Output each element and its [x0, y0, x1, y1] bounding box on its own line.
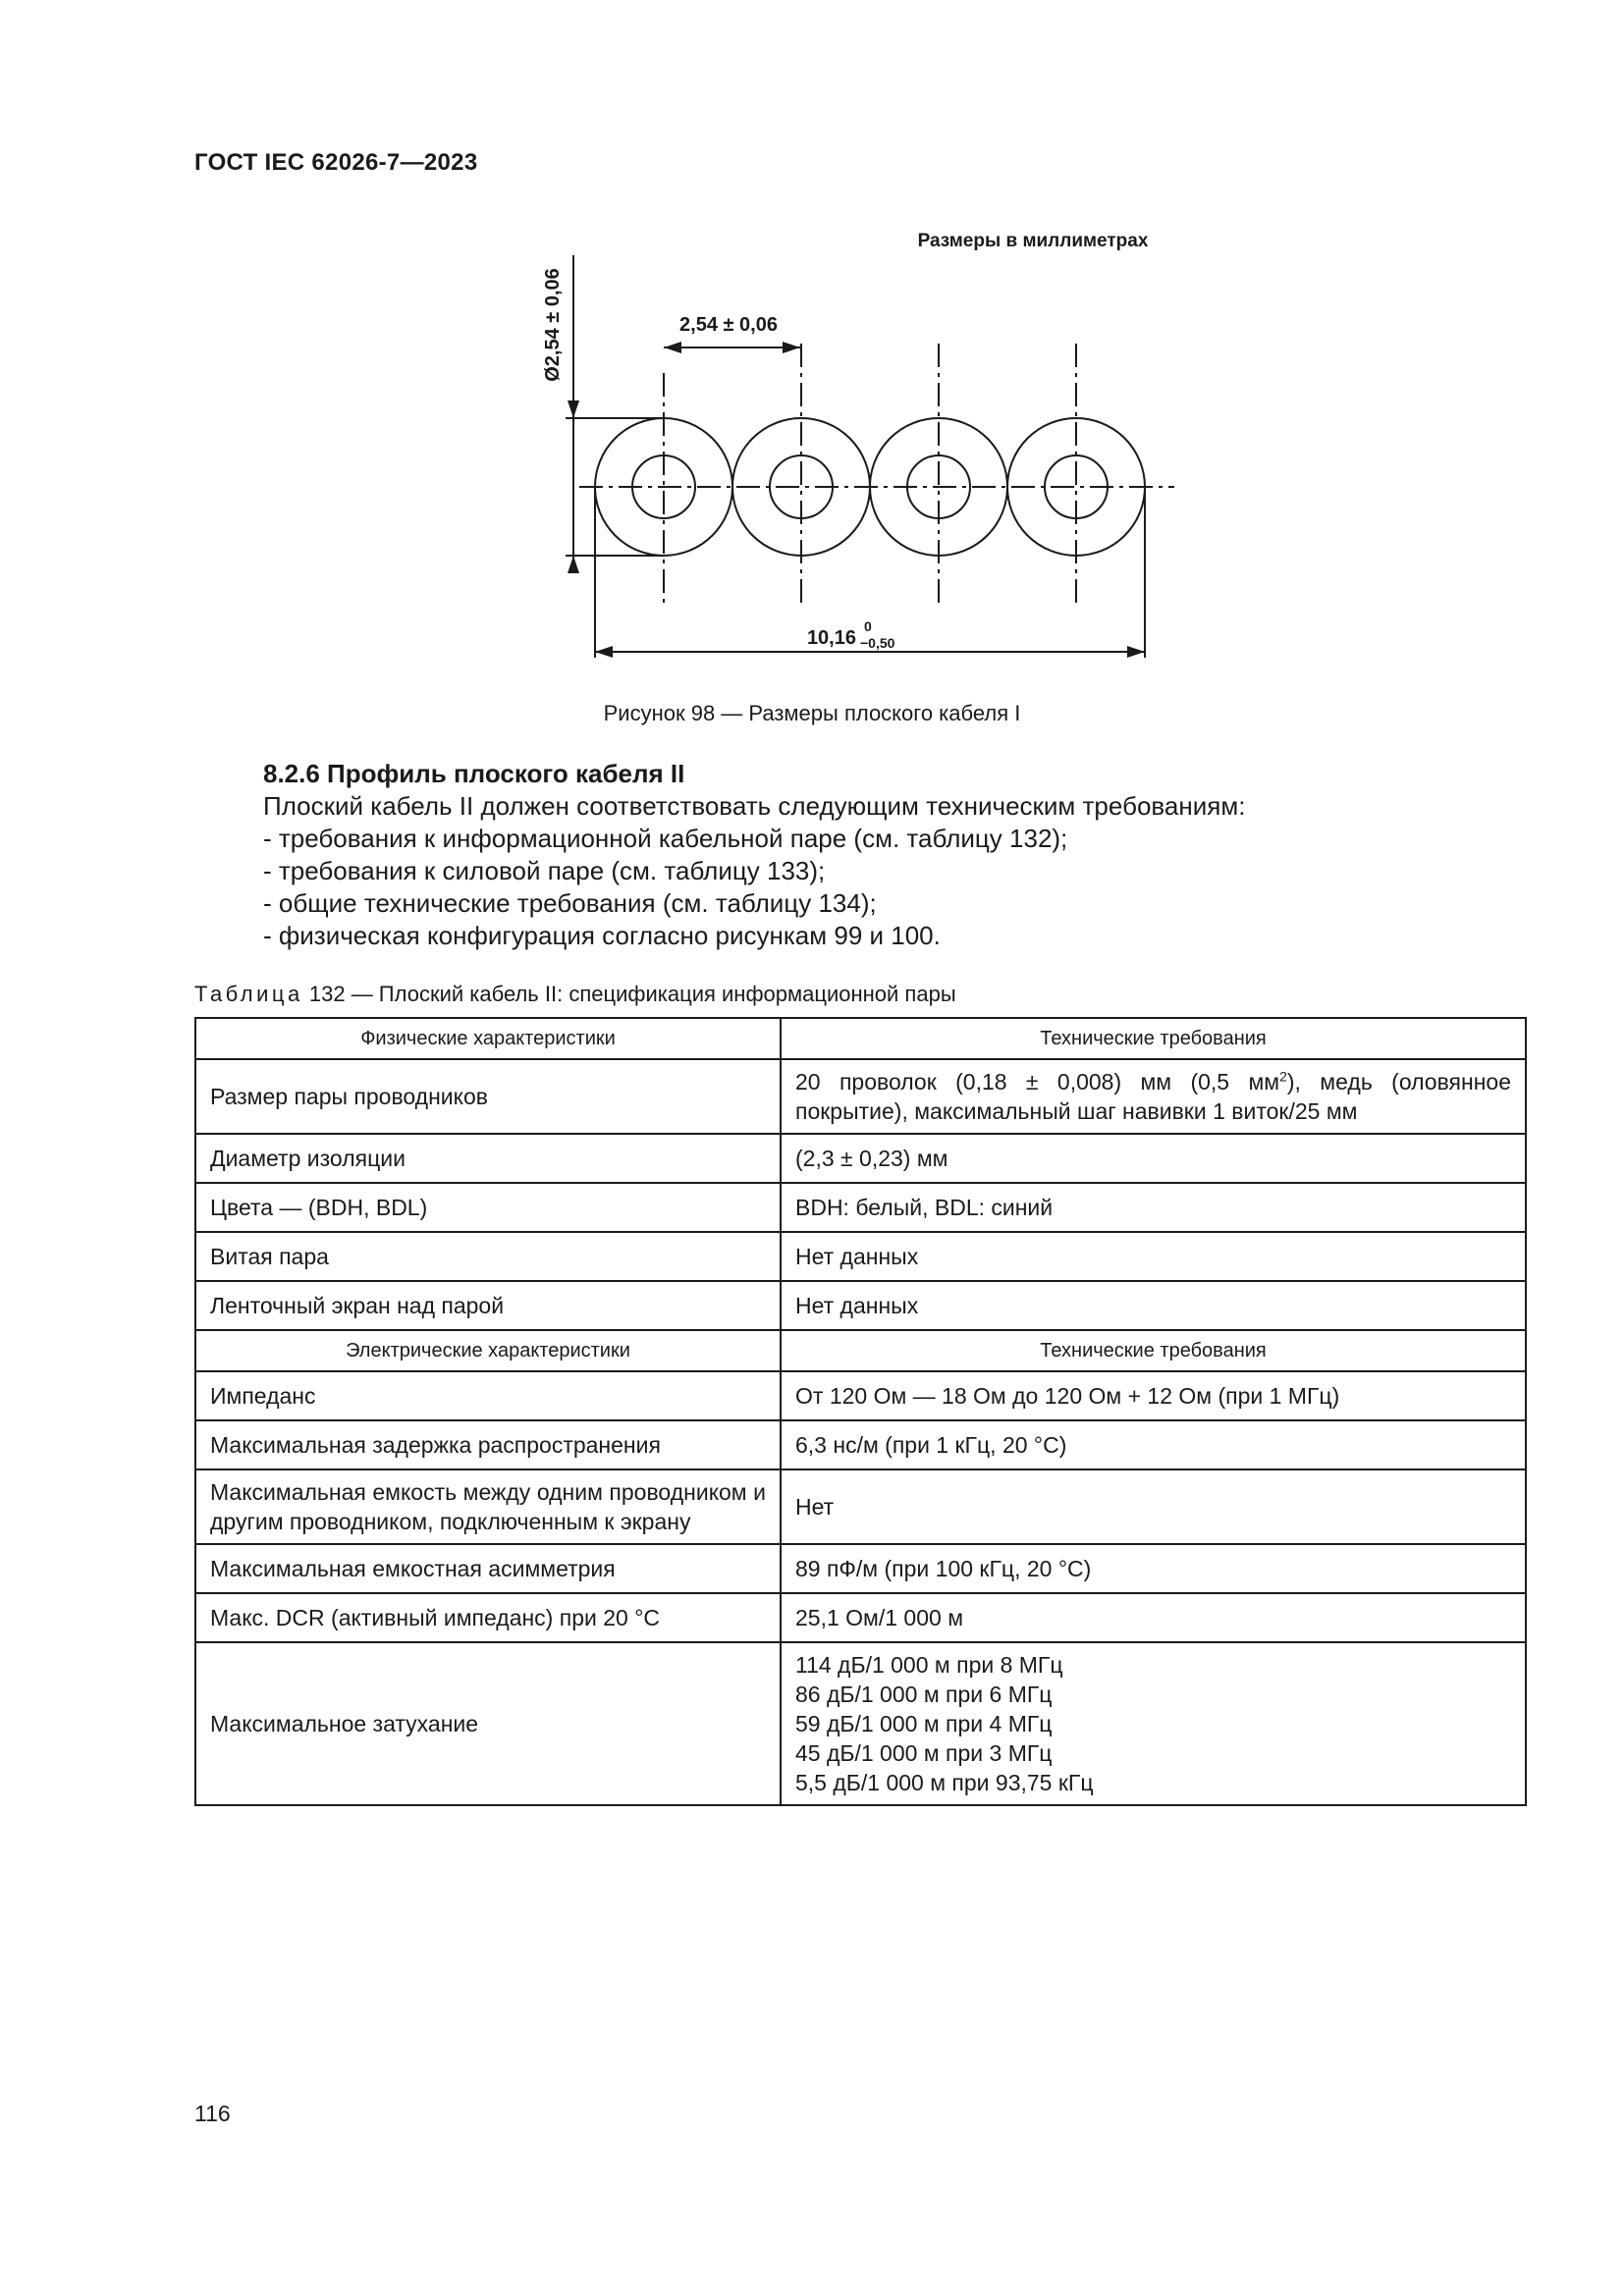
table-row — [195, 1134, 1526, 1183]
table-row — [195, 1232, 1526, 1281]
table-cell: Максимальное затухание — [195, 1642, 781, 1805]
table-cell: Максимальная задержка распространения — [195, 1420, 781, 1469]
attenuation-line: 5,5 дБ/1 000 м при 93,75 кГц — [795, 1770, 1094, 1795]
conductor-4 — [1007, 344, 1145, 604]
table-cell: Максимальная емкостная асимметрия — [195, 1544, 781, 1593]
document-header: ГОСТ IEC 62026-7—2023 — [194, 149, 478, 176]
table-row — [195, 1544, 1526, 1593]
cable-dimension-figure — [530, 226, 1178, 658]
attenuation-line: 86 дБ/1 000 м при 6 МГц — [795, 1682, 1053, 1707]
table-cell: Витая пара — [195, 1232, 781, 1281]
header-cell: Физические характеристики — [195, 1018, 781, 1059]
attenuation-line: 114 дБ/1 000 м при 8 МГц — [795, 1652, 1063, 1678]
figure-caption: Рисунок 98 — Размеры плоского кабеля I — [603, 701, 1021, 725]
diameter-arrow-top — [568, 400, 579, 418]
conductor-2 — [732, 344, 870, 604]
table-cell: (2,3 ± 0,23) мм — [781, 1134, 1526, 1183]
table-cell: Нет данных — [781, 1281, 1526, 1330]
table-cell: Диаметр изоляции — [195, 1134, 781, 1183]
table-row — [195, 1281, 1526, 1330]
table-cell: BDH: белый, BDL: синий — [781, 1183, 1526, 1232]
table-cell: Максимальная емкость между одним проводником и другим проводником, подключенным к экрану — [195, 1469, 781, 1544]
table-cell: Нет — [781, 1469, 1526, 1544]
table-cell: 6,3 нс/м (при 1 кГц, 20 °C) — [781, 1420, 1526, 1469]
cell-superscript: 2 — [1279, 1068, 1287, 1085]
table-row — [195, 1371, 1526, 1420]
table-row — [195, 1059, 1526, 1134]
table-row — [195, 1642, 1526, 1805]
table-cell: Цвета — (BDH, BDL) — [195, 1183, 781, 1232]
list-item: - требования к информационной кабельной паре (см. таблицу 132); — [263, 824, 1068, 853]
table-row — [195, 1183, 1526, 1232]
table-cell: Ленточный экран над парой — [195, 1281, 781, 1330]
width-tolerance-lower: −0,50 — [860, 635, 895, 651]
table-cell: 25,1 Ом/1 000 м — [781, 1593, 1526, 1642]
table-cell — [781, 1059, 1526, 1134]
list-item: - общие технические требования (см. таблицу 134); — [263, 888, 877, 918]
pitch-dimension-label: 2,54 ± 0,06 — [679, 314, 778, 336]
units-note: Размеры в миллиметрах — [917, 231, 1149, 251]
section-title: 8.2.6 Профиль плоского кабеля II — [263, 759, 685, 788]
pitch-arrow-right — [783, 342, 800, 353]
header-cell: Технические требования — [781, 1018, 1526, 1059]
specification-table — [194, 1017, 1527, 1806]
pitch-arrow-left — [664, 342, 681, 353]
table-header-row — [195, 1018, 1526, 1059]
page-number: 116 — [194, 2101, 231, 2126]
section-intro: Плоский кабель II должен соответствовать следующим техническим требованиям: — [263, 791, 1246, 821]
attenuation-line: 45 дБ/1 000 м при 3 МГц — [795, 1740, 1053, 1766]
attenuation-line: 59 дБ/1 000 м при 4 МГц — [795, 1711, 1053, 1736]
table-caption-label: Таблица — [194, 982, 303, 1006]
header-cell: Электрические характеристики — [195, 1330, 781, 1371]
diameter-arrow-bottom — [568, 556, 579, 573]
table-cell: Макс. DCR (активный импеданс) при 20 °C — [195, 1593, 781, 1642]
list-item: - физическая конфигурация согласно рисункам 99 и 100. — [263, 921, 941, 950]
table-cell: Импеданс — [195, 1371, 781, 1420]
table-row — [195, 1420, 1526, 1469]
table-cell: 89 пФ/м (при 100 кГц, 20 °C) — [781, 1544, 1526, 1593]
conductor-1 — [595, 373, 732, 604]
width-arrow-left — [595, 646, 613, 658]
header-cell: Технические требования — [781, 1330, 1526, 1371]
table-cell: Размер пары проводников — [195, 1059, 781, 1134]
table-row — [195, 1469, 1526, 1544]
width-dimension-label: 10,16 — [806, 627, 856, 649]
table-caption-text: 132 — Плоский кабель II: спецификация информационной пары — [302, 982, 956, 1006]
cell-text: ), медь (оловянное покрытие), максимальный шаг навивки 1 виток/25 мм — [795, 1069, 1511, 1124]
table-caption — [194, 982, 956, 1007]
diameter-dimension-label: Ø2,54 ± 0,06 — [542, 268, 564, 382]
table-cell — [781, 1642, 1526, 1805]
section-8-2-6 — [263, 758, 1540, 952]
table-cell: Нет данных — [781, 1232, 1526, 1281]
width-arrow-right — [1127, 646, 1145, 658]
conductor-3 — [870, 344, 1007, 604]
list-item: - требования к силовой паре (см. таблицу 133); — [263, 856, 826, 885]
table-header-row — [195, 1330, 1526, 1371]
table-cell: От 120 Ом — 18 Ом до 120 Ом + 12 Ом (при 1 МГц) — [781, 1371, 1526, 1420]
cell-text: 20 проволок (0,18 ± 0,008) мм (0,5 мм — [795, 1069, 1280, 1095]
width-tolerance-upper: 0 — [864, 618, 872, 634]
table-row — [195, 1593, 1526, 1642]
